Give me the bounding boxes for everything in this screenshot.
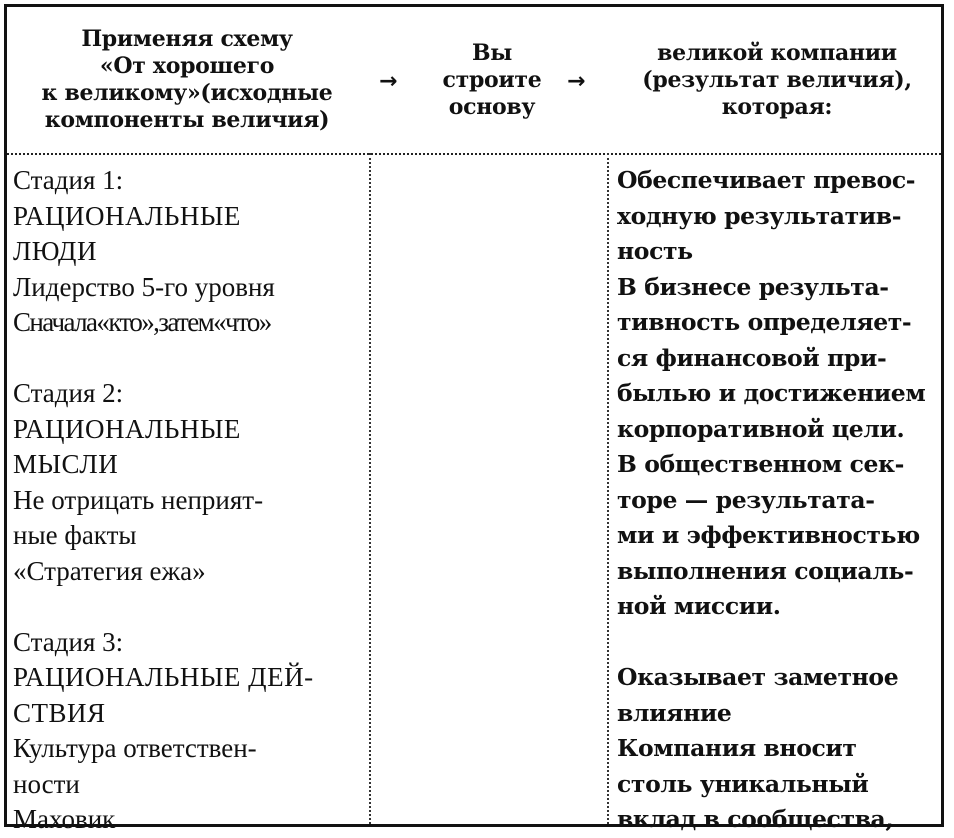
result-heading: ходную результатив- bbox=[617, 201, 902, 230]
stage-name: СТВИЯ bbox=[13, 697, 106, 728]
arrow-right-icon: → bbox=[567, 69, 586, 94]
result-heading: влияние bbox=[617, 698, 732, 727]
header-great-company bbox=[613, 7, 941, 153]
result-heading: Оказывает заметное bbox=[617, 663, 899, 691]
stage-title: Стадия 1: bbox=[13, 165, 124, 195]
result-text: выполнения социаль- bbox=[617, 556, 914, 585]
result-text: ми и эффективностью bbox=[617, 521, 920, 549]
result-text: В общественном сек- bbox=[617, 450, 904, 478]
result-text: Компания вносит bbox=[617, 734, 857, 762]
stage-title: Стадия 3: bbox=[13, 626, 124, 657]
column-divider bbox=[369, 153, 371, 824]
result-text: былью и достижением bbox=[617, 379, 926, 407]
header-line: (результат величия), bbox=[642, 66, 912, 93]
stage-name: РАЦИОНАЛЬНЫЕ ДЕЙ- bbox=[13, 662, 314, 692]
result-text: тивность определяет- bbox=[617, 308, 912, 336]
result-heading: ность bbox=[617, 237, 693, 265]
arrow-right-icon: → bbox=[379, 69, 398, 94]
header-line: Вы bbox=[471, 39, 513, 66]
header-build-foundation bbox=[417, 7, 567, 153]
result-text: ной миссии. bbox=[617, 592, 781, 620]
stage-name: МЫСЛИ bbox=[13, 449, 119, 479]
stage-item: «Стратегия ежа» bbox=[13, 555, 206, 586]
result-text: корпоративной цели. bbox=[617, 414, 905, 443]
stage-item: ные факты bbox=[13, 520, 137, 550]
stage-item: Не отрицать неприят- bbox=[13, 484, 264, 515]
stage-name: РАЦИОНАЛЬНЫЕ bbox=[13, 200, 241, 231]
stage-item: Сначала«кто»,затем«что» bbox=[13, 307, 271, 337]
result-text: вклад в сообщества, bbox=[617, 805, 894, 833]
result-text: ся финансовой при- bbox=[617, 343, 887, 372]
stage-name: ЛЮДИ bbox=[13, 236, 97, 266]
stage-item: Лидерство 5-го уровня bbox=[13, 271, 275, 302]
stage-item: Культура ответствен- bbox=[13, 733, 257, 763]
stages-column bbox=[13, 163, 369, 838]
result-text: столь уникальный bbox=[617, 769, 869, 798]
header-line: «От хорошего bbox=[99, 53, 275, 79]
stage-item: ности bbox=[13, 768, 80, 799]
header-line: основу bbox=[448, 93, 536, 120]
result-text: В бизнесе результа- bbox=[617, 272, 889, 301]
table-frame bbox=[4, 4, 944, 834]
table-header bbox=[7, 7, 941, 155]
header-line: великой компании bbox=[657, 39, 897, 66]
result-text: торе — результата- bbox=[617, 485, 875, 514]
header-line: которая: bbox=[721, 93, 833, 120]
results-column bbox=[617, 163, 947, 838]
header-source-components bbox=[7, 7, 367, 153]
header-line: компоненты величия) bbox=[44, 107, 330, 133]
header-line: Применяя схему bbox=[81, 26, 293, 52]
stage-name: РАЦИОНАЛЬНЫЕ bbox=[13, 413, 241, 444]
result-heading: Обеспечивает превос- bbox=[617, 166, 916, 194]
stage-item: Маховик bbox=[13, 804, 116, 834]
column-divider bbox=[607, 153, 609, 824]
stage-title: Стадия 2: bbox=[13, 378, 124, 408]
header-line: строите bbox=[442, 66, 542, 93]
header-line: к великому»(исходные bbox=[41, 80, 333, 106]
